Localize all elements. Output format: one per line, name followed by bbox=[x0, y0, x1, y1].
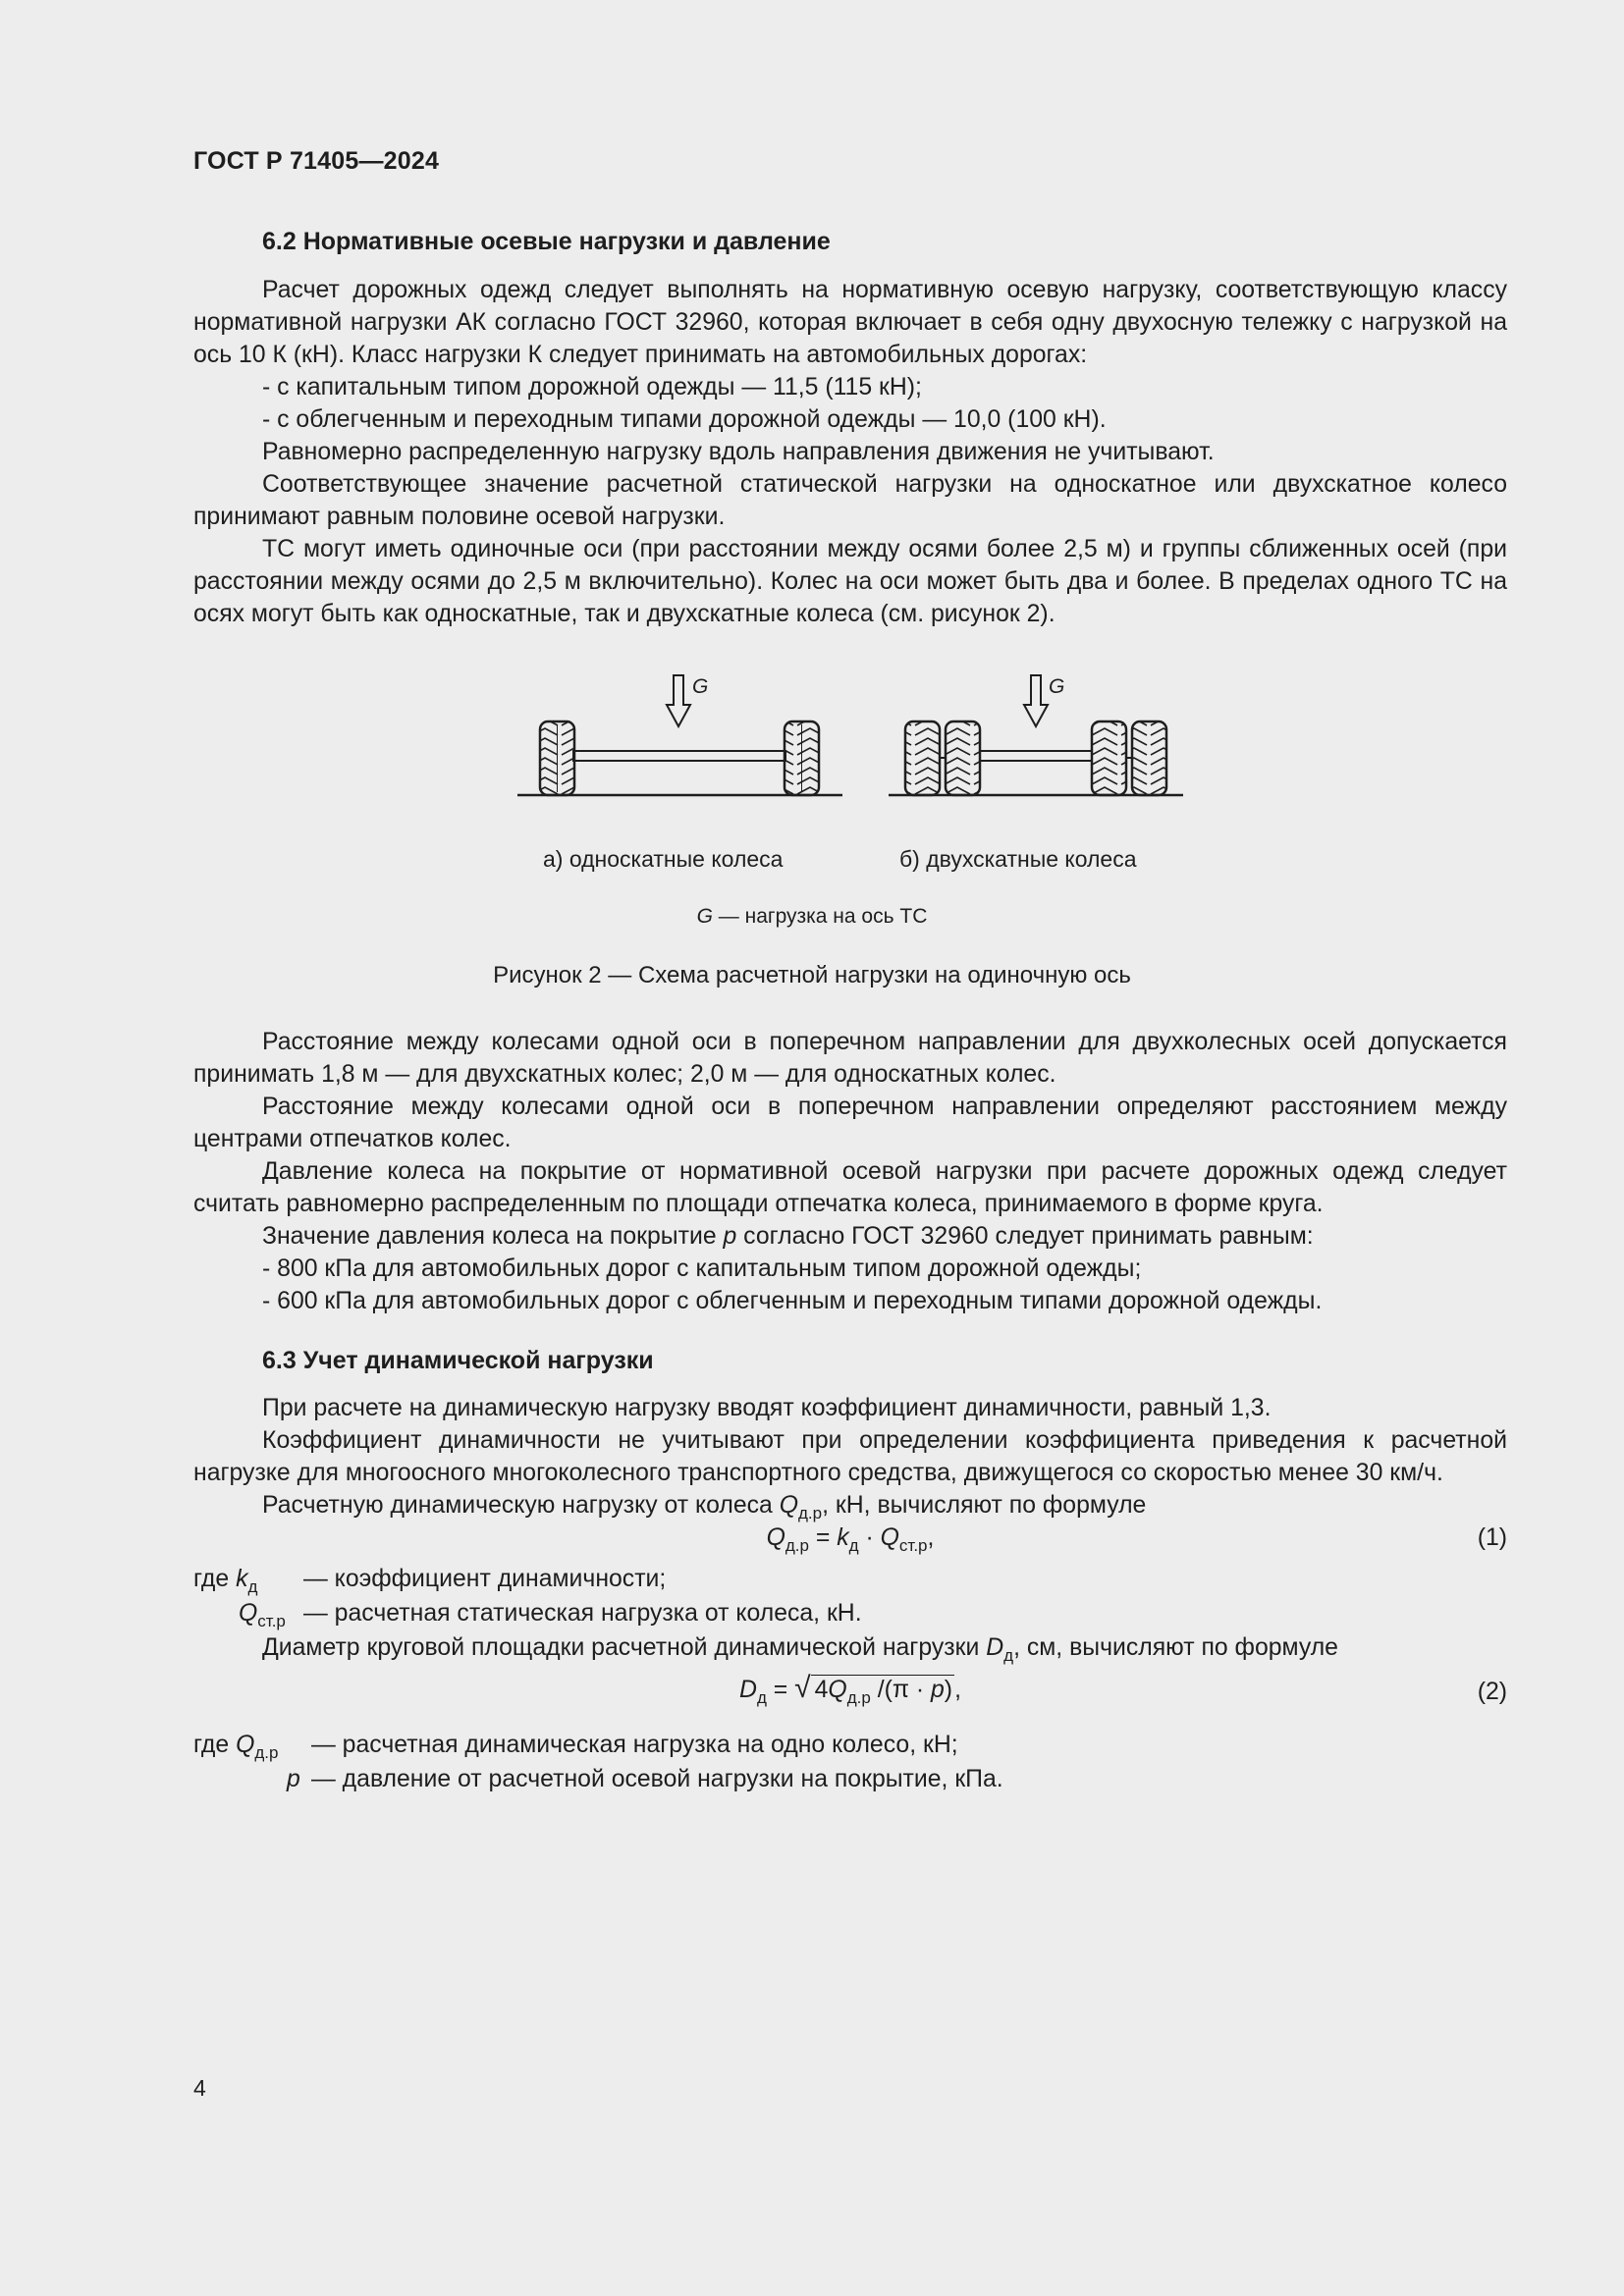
list-item: - 600 кПа для автомобильных дорог с облегченным и переходным типами дорожной одежды. bbox=[262, 1288, 1323, 1314]
subscript: д.р bbox=[785, 1536, 809, 1555]
section-title: 6.3 Учет динамической нагрузки bbox=[262, 1347, 654, 1374]
variable-k: k bbox=[236, 1566, 248, 1592]
legend-text: — нагрузка на ось ТС bbox=[712, 905, 928, 928]
subscript: д.р bbox=[254, 1743, 279, 1762]
paragraph: Расстояние между колесами одной оси в поперечном направлении определяют расстоянием между центрами отпечатков колес. bbox=[193, 1094, 1507, 1152]
formula-2-expression bbox=[193, 1672, 1507, 1706]
paragraph bbox=[193, 1220, 1507, 1253]
variable-d: D bbox=[986, 1634, 1004, 1661]
wheel-right bbox=[785, 721, 819, 795]
subscript: ст.р bbox=[257, 1612, 286, 1630]
formula-1 bbox=[193, 1522, 1507, 1563]
variable-d: D bbox=[739, 1677, 757, 1703]
figure-caption-b: б) двухскатные колеса bbox=[899, 846, 1137, 872]
text-span: Диаметр круговой площадки расчетной динамической нагрузки bbox=[262, 1634, 987, 1661]
paragraph bbox=[193, 1631, 1507, 1664]
list-item: - с капитальным типом дорожной одежды — 11,5 (115 кН); bbox=[262, 374, 922, 400]
paragraph: Соответствующее значение расчетной статической нагрузки на односкатное или двухскатное колесо принимают равным половине осевой нагрузки. bbox=[193, 471, 1507, 530]
text-span: согласно ГОСТ 32960 следует принимать равным: bbox=[736, 1223, 1314, 1250]
subscript: д bbox=[1003, 1646, 1014, 1665]
sqrt-radicand bbox=[811, 1675, 954, 1705]
paragraph bbox=[193, 1489, 1507, 1522]
load-symbol: G bbox=[1049, 675, 1065, 698]
variable-q: Q bbox=[236, 1732, 255, 1758]
text-span: , см, вычисляют по формуле bbox=[1013, 1634, 1338, 1661]
subscript: д bbox=[756, 1688, 767, 1707]
subscript: д.р bbox=[846, 1688, 871, 1707]
dual-wheel-axle-diagram bbox=[889, 675, 1183, 795]
formula-number: (2) bbox=[1477, 1679, 1507, 1705]
where-description: — коэффициент динамичности; bbox=[303, 1566, 667, 1592]
where-prefix: где bbox=[193, 1732, 237, 1758]
figure-title: Рисунок 2 — Схема расчетной нагрузки на одиночную ось bbox=[493, 962, 1131, 988]
division-sign: / bbox=[870, 1677, 885, 1703]
paragraph: Расчет дорожных одежд следует выполнять на нормативную осевую нагрузку, соответствующую классу нормативной нагрузки АК согласно ГОСТ 32960, которая включает в себя одну двухосную тележку с нагрузкой на ось 10 К (кН). Класс нагрузки К следует принимать на автомобильных дорогах: bbox=[193, 277, 1507, 368]
document-header: ГОСТ Р 71405—2024 bbox=[193, 147, 440, 175]
close-paren: ) bbox=[944, 1677, 953, 1703]
after-figure-text bbox=[193, 1026, 1507, 1317]
subscript: ст.р bbox=[898, 1536, 928, 1555]
variable-p: p bbox=[723, 1223, 737, 1250]
where-description: — давление от расчетной осевой нагрузки на покрытие, кПа. bbox=[311, 1766, 1003, 1792]
subscript: д bbox=[247, 1577, 258, 1596]
where-prefix: где bbox=[193, 1566, 237, 1592]
legend-symbol: G bbox=[696, 905, 713, 928]
load-symbol: G bbox=[692, 675, 709, 698]
load-arrow-icon bbox=[1024, 675, 1048, 726]
variable-k: k bbox=[837, 1524, 849, 1551]
where-description: — расчетная динамическая нагрузка на одно колесо, кН; bbox=[311, 1732, 958, 1758]
paragraph: Равномерно распределенную нагрузку вдоль направления движения не учитывают. bbox=[262, 439, 1215, 465]
subscript: д.р bbox=[798, 1504, 823, 1522]
comma: , bbox=[954, 1677, 961, 1703]
paragraph: ТС могут иметь одиночные оси (при расстоянии между осями более 2,5 м) и группы сближенных осей (при расстоянии между осями до 2,5 м включительно). Колес на оси может быть два и более. В пределах одного ТС на осях могут быть как односкатные, так и двухскатные колеса (см. рисунок 2). bbox=[193, 536, 1507, 627]
where-row-k bbox=[193, 1563, 1507, 1597]
variable-p: p bbox=[287, 1766, 300, 1792]
text-span: Расчетную динамическую нагрузку от колеса bbox=[262, 1492, 780, 1519]
paragraph: Расстояние между колесами одной оси в поперечном направлении для двухколесных осей допускается принимать 1,8 м — для двухскатных колес; 2,0 м — для односкатных колес. bbox=[193, 1029, 1507, 1088]
coefficient: 4 bbox=[814, 1677, 829, 1703]
pi-expression: (π · bbox=[884, 1677, 931, 1703]
formula-number: (1) bbox=[1477, 1524, 1507, 1551]
section-title: 6.2 Нормативные осевые нагрузки и давление bbox=[262, 228, 831, 255]
where-row-p bbox=[193, 1763, 1507, 1797]
section-6-3 bbox=[193, 1345, 1507, 1797]
text-span: , кН, вычисляют по формуле bbox=[822, 1492, 1147, 1519]
variable-q: Q bbox=[880, 1524, 899, 1551]
figure-legend bbox=[0, 905, 1624, 929]
section-6-2 bbox=[193, 226, 1507, 630]
variable-p: p bbox=[931, 1677, 945, 1703]
equals-sign: = bbox=[808, 1524, 838, 1551]
variable-q: Q bbox=[779, 1492, 799, 1519]
text-span: Значение давления колеса на покрытие bbox=[262, 1223, 724, 1250]
figure-caption-a: а) односкатные колеса bbox=[543, 846, 784, 872]
equals-sign: = bbox=[766, 1677, 795, 1703]
comma: , bbox=[927, 1524, 935, 1551]
where-row-q bbox=[193, 1597, 1507, 1631]
paragraph: Коэффициент динамичности не учитывают при определении коэффициента приведения к расчетной нагрузке для многоосного многоколесного транспортного средства, движущегося со скоростью менее 30 км/ч. bbox=[193, 1427, 1507, 1486]
wheel-left bbox=[540, 721, 574, 795]
dual-wheel-right bbox=[1092, 721, 1166, 795]
variable-q: Q bbox=[828, 1677, 847, 1703]
axle-load-figure bbox=[511, 669, 1198, 993]
variable-q: Q bbox=[239, 1600, 258, 1627]
load-arrow-icon bbox=[667, 675, 690, 726]
where-row-q2 bbox=[193, 1729, 1507, 1763]
paragraph: Давление колеса на покрытие от нормативной осевой нагрузки при расчете дорожных одежд следует считать равномерно распределенным по площади отпечатка колеса, принимаемого в форме круга. bbox=[193, 1158, 1507, 1217]
formula-1-expression bbox=[193, 1522, 1507, 1554]
dual-wheel-left bbox=[905, 721, 980, 795]
list-item: - 800 кПа для автомобильных дорог с капитальным типом дорожной одежды; bbox=[262, 1255, 1142, 1282]
dot-operator: · bbox=[858, 1524, 881, 1551]
subscript: д bbox=[848, 1536, 859, 1555]
page-number: 4 bbox=[193, 2075, 206, 2101]
formula-2 bbox=[193, 1672, 1507, 1729]
single-wheel-axle-diagram bbox=[517, 675, 842, 795]
where-description: — расчетная статическая нагрузка от колеса, кН. bbox=[303, 1600, 862, 1627]
variable-q: Q bbox=[766, 1524, 785, 1551]
paragraph: При расчете на динамическую нагрузку вводят коэффициент динамичности, равный 1,3. bbox=[262, 1395, 1272, 1421]
list-item: - с облегченным и переходным типами дорожной одежды — 10,0 (100 кН). bbox=[262, 406, 1107, 433]
sqrt-icon: √ bbox=[794, 1672, 811, 1704]
